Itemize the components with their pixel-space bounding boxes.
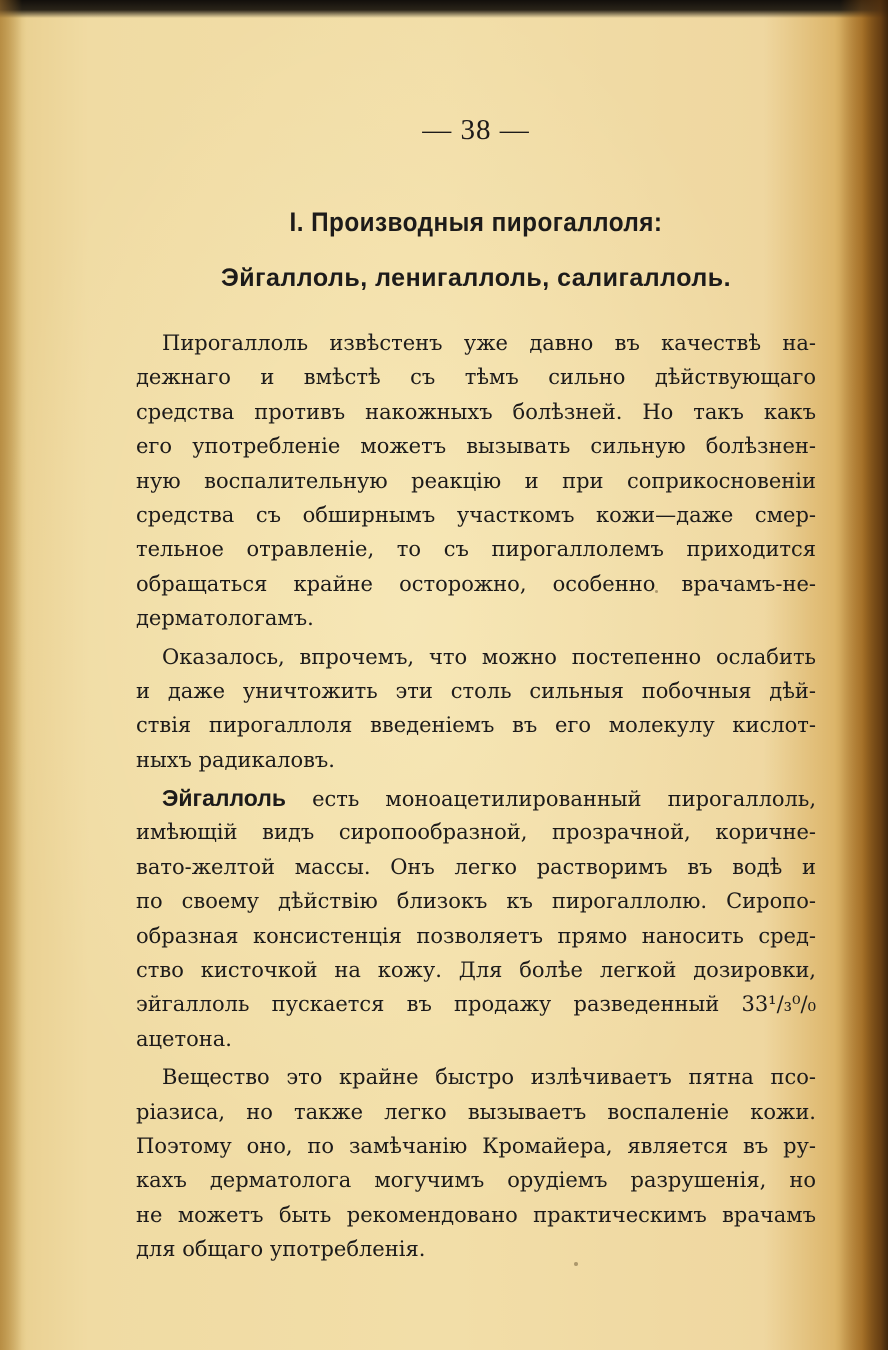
paragraph-1 xyxy=(136,326,816,636)
text-line: ствія пирогаллоля введеніемъ въ его молекулу кислот- xyxy=(136,713,816,738)
text-line-rest: есть моноацетилированный пирогаллоль, xyxy=(286,787,816,812)
text-line: обращаться крайне осторожно, особенно врачамъ-не- xyxy=(136,571,816,596)
page-number: — 38 — xyxy=(422,114,530,146)
text-line: имѣющій видъ сиропообразной, прозрачной, коричне- xyxy=(136,820,816,845)
text-line: дежнаго и вмѣстѣ съ тѣмъ сильно дѣйствующаго xyxy=(136,365,816,390)
text-line: Вещество это крайне быстро излѣчиваетъ пятна псо- xyxy=(162,1065,816,1090)
text-line: ную воспалительную реакцію и при соприкосновеніи xyxy=(136,468,816,493)
text-line: для общаго употребленія. xyxy=(136,1237,426,1262)
text-line: средства противъ накожныхъ болѣзней. Но такъ какъ xyxy=(136,399,816,424)
text-line: Оказалось, впрочемъ, что можно постепенно ослабить xyxy=(162,644,816,669)
text-line: вато-желтой массы. Онъ легко растворимъ въ водѣ и xyxy=(136,854,816,879)
section-title: I. Производныя пирогаллоля: xyxy=(289,207,663,237)
text-line-first xyxy=(136,781,816,815)
text-line: ацетона. xyxy=(136,1026,232,1051)
paragraph-4 xyxy=(136,1060,816,1266)
text-line: ріазиса, но также легко вызываетъ воспаленіе кожи. xyxy=(136,1099,816,1124)
text-line: по своему дѣйствію близокъ къ пирогаллолю. Сиропо- xyxy=(136,889,816,914)
term-eigallol: Эйгаллоль xyxy=(162,785,287,812)
paragraph-2 xyxy=(136,640,816,778)
text-line: дерматологамъ. xyxy=(136,606,314,631)
paragraph-3 xyxy=(136,781,816,1056)
section-subtitle: Эйгаллоль, ленигаллоль, салигаллоль. xyxy=(220,264,732,292)
text-line: ство кисточкой на кожу. Для болѣе легкой дозировки, xyxy=(136,958,816,983)
text-line: его употребленіе можетъ вызывать сильную болѣзнен- xyxy=(136,434,816,459)
text-line: кахъ дерматолога могучимъ орудіемъ разрушенія, но xyxy=(136,1168,816,1193)
text-line: Пирогаллоль извѣстенъ уже давно въ качествѣ на- xyxy=(162,331,816,355)
page-top-edge xyxy=(0,0,888,18)
text-block xyxy=(136,100,816,1267)
text-line: средства съ обширнымъ участкомъ кожи—даже смер- xyxy=(136,502,816,527)
text-line: эйгаллоль пускается въ продажу разведенный 33¹/₃⁰/₀ xyxy=(136,992,816,1017)
text-line: образная консистенція позволяетъ прямо наносить сред- xyxy=(136,923,816,948)
text-line: и даже уничтожить эти столь сильныя побочныя дѣй- xyxy=(136,678,816,703)
text-line: Поэтому оно, по замѣчанію Кромайера, является въ ру- xyxy=(136,1133,816,1158)
text-line: ныхъ радикаловъ. xyxy=(136,747,335,772)
text-line: не можетъ быть рекомендовано практическимъ врачамъ xyxy=(136,1202,816,1227)
page-left-shadow xyxy=(0,0,22,1350)
text-line: тельное отравленіе, то съ пирогаллолемъ приходится xyxy=(136,537,816,562)
page-spine-shadow xyxy=(840,0,888,1350)
